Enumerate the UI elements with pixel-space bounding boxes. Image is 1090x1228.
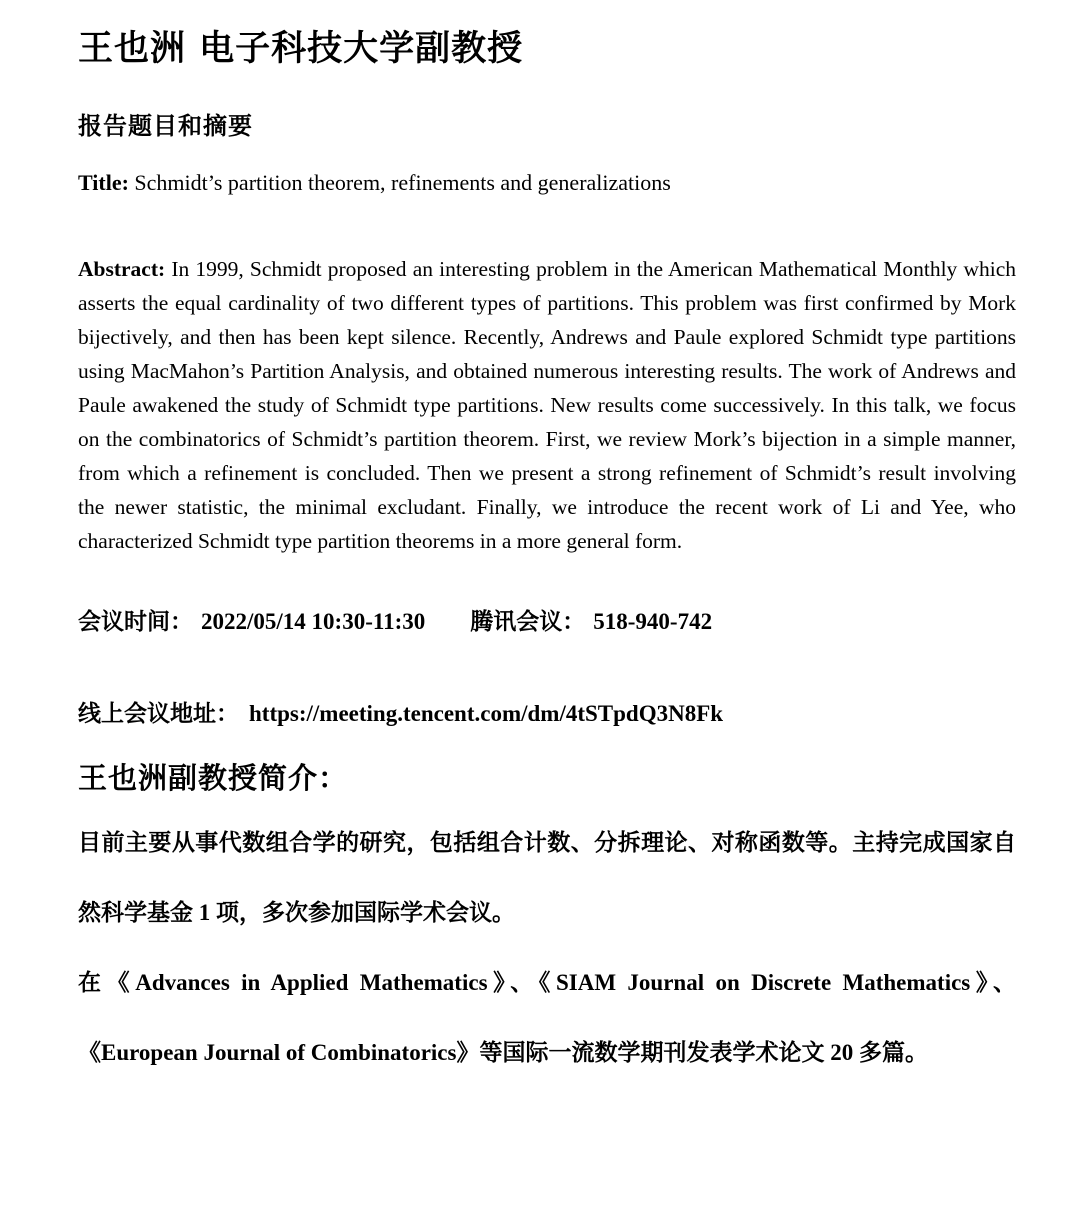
- bio-paragraph-publications: 在《Advances in Applied Mathematics》、《SIAM Journal on Discrete Mathematics》、《European Journal of Combinatorics》等国际一流数学期刊发表学术论文 20 多篇。: [78, 970, 1016, 1065]
- talk-title-label: Title:: [78, 170, 129, 195]
- meeting-id-value: 518-940-742: [593, 609, 713, 634]
- abstract-section-heading: 报告题目和摘要: [78, 112, 253, 140]
- meeting-url-line: [78, 698, 1016, 730]
- abstract-label: Abstract:: [78, 257, 166, 281]
- page-title: 王也洲 电子科技大学副教授: [78, 29, 524, 69]
- meeting-url-label: 线上会议地址：: [78, 701, 239, 727]
- meeting-time-label: 会议时间：: [78, 609, 193, 635]
- abstract-paragraph: [78, 252, 1016, 558]
- meeting-info-line: [78, 606, 1016, 638]
- meeting-platform-label: 腾讯会议：: [470, 609, 586, 635]
- bio-paragraph-research: 目前主要从事代数组合学的研究，包括组合计数、分拆理论、对称函数等。主持完成国家自然科学基金 1 项，多次参加国际学术会议。: [78, 830, 1016, 925]
- abstract-text: In 1999, Schmidt proposed an interesting problem in the American Mathematical Monthly which asserts the equal cardinality of two different types of partitions. This problem was first confirmed by Mork bijectively, and then has been kept silence. Recently, Andrews and Paule explored Schmidt type partitions using MacMahon’s Partition Analysis, and obtained numerous interesting results. The work of Andrews and Paule awakened the study of Schmidt type partitions. New results come successively. In this talk, we focus on the combinatorics of Schmidt’s partition theorem. First, we review Mork’s bijection in a simple manner, from which a refinement is concluded. Then we present a strong refinement of Schmidt’s result involving the newer statistic, the minimal excludant. Finally, we introduce the recent work of Li and Yee, who characterized Schmidt type partition theorems in a more general form.: [78, 257, 1016, 553]
- meeting-url-value: https://meeting.tencent.com/dm/4tSTpdQ3N8Fk: [249, 701, 724, 726]
- talk-title-line: [78, 168, 1016, 198]
- talk-title-text: Schmidt’s partition theorem, refinements and generalizations: [134, 170, 671, 195]
- meeting-time-value: 2022/05/14 10:30-11:30: [201, 609, 426, 634]
- bio-section-heading: 王也洲副教授简介：: [78, 761, 349, 795]
